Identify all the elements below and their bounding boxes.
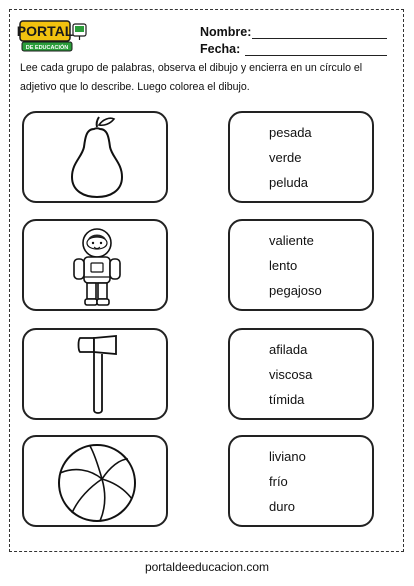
astronaut-icon — [24, 221, 170, 313]
svg-text:DE EDUCACIÓN: DE EDUCACIÓN — [25, 45, 69, 51]
name-field[interactable] — [252, 38, 387, 39]
word-box-2 — [228, 219, 374, 311]
svg-text:PORTAL: PORTAL — [16, 23, 74, 39]
word-option[interactable]: liviano — [269, 449, 306, 464]
word-option[interactable]: tímida — [269, 392, 305, 407]
picture-box-4 — [22, 435, 168, 527]
picture-box-2 — [22, 219, 168, 311]
word-option[interactable]: verde — [269, 150, 302, 165]
date-label: Fecha: — [200, 42, 241, 56]
word-box-4 — [228, 435, 374, 527]
beach-ball-icon — [24, 437, 170, 529]
name-label: Nombre: — [200, 25, 252, 39]
word-option[interactable]: pesada — [269, 125, 312, 140]
axe-icon — [24, 330, 170, 422]
word-option[interactable]: pegajoso — [269, 283, 322, 298]
picture-box-1 — [22, 111, 168, 203]
picture-box-3 — [22, 328, 168, 420]
word-option[interactable]: afilada — [269, 342, 308, 357]
pear-icon — [24, 113, 170, 205]
word-box-1 — [228, 111, 374, 203]
word-box-3 — [228, 328, 374, 420]
word-option[interactable]: peluda — [269, 175, 309, 190]
footer-url: portaldeeducacion.com — [144, 560, 270, 574]
word-option[interactable]: frío — [269, 474, 288, 489]
date-field[interactable] — [245, 55, 387, 56]
instructions-text: Lee cada grupo de palabras, observa el dibujo y encierra en un círculo el adjetivo que lo describe. Luego colorea el dibujo. — [20, 62, 363, 93]
word-option[interactable]: valiente — [269, 233, 314, 248]
word-option[interactable]: lento — [269, 258, 298, 273]
word-option[interactable]: viscosa — [269, 367, 313, 382]
word-option[interactable]: duro — [269, 499, 296, 514]
portal-logo — [18, 18, 88, 58]
